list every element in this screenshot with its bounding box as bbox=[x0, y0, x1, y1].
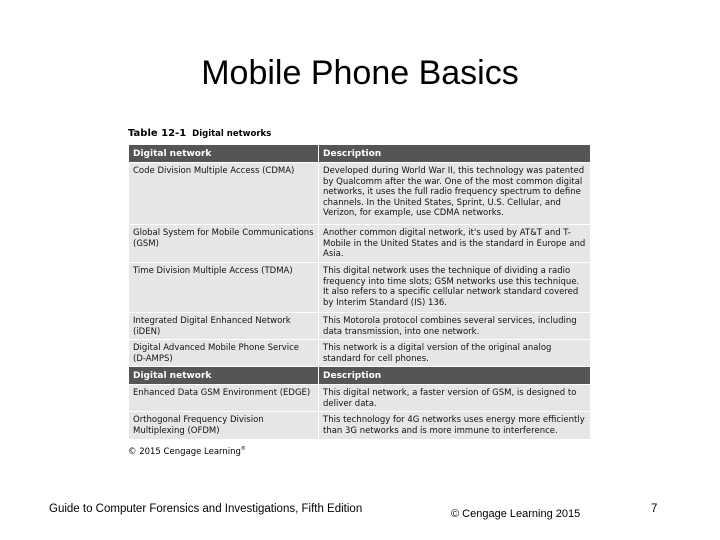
slide-number: 7 bbox=[651, 503, 658, 515]
network-cell: Time Division Multiple Access (TDMA) bbox=[129, 263, 319, 313]
table-copyright bbox=[128, 446, 590, 457]
table-row bbox=[129, 225, 591, 263]
column-header-network: Digital network bbox=[129, 145, 319, 163]
column-header-description: Description bbox=[319, 367, 591, 385]
network-cell: Orthogonal Frequency Division Multiplexing (OFDM) bbox=[129, 412, 319, 440]
table-header-row bbox=[129, 145, 591, 163]
digital-networks-table-figure bbox=[128, 128, 590, 457]
network-cell: Integrated Digital Enhanced Network (iDEN) bbox=[129, 313, 319, 340]
table-row bbox=[129, 340, 591, 367]
table-row bbox=[129, 313, 591, 340]
table-row bbox=[129, 412, 591, 440]
description-cell: This technology for 4G networks uses energy more efficiently than 3G networks and is more immune to interference. bbox=[319, 412, 591, 440]
table-row bbox=[129, 385, 591, 412]
description-cell: This digital network uses the technique of dividing a radio frequency into time slots; GSM networks use this technique. It also refers to a specific cellular network standard covered by Interim Standard (IS) 136. bbox=[319, 263, 591, 313]
table-row bbox=[129, 263, 591, 313]
slide-title: Mobile Phone Basics bbox=[201, 54, 519, 92]
network-cell: Code Division Multiple Access (CDMA) bbox=[129, 163, 319, 225]
table-header-row-repeat bbox=[129, 367, 591, 385]
footer-copyright: © Cengage Learning 2015 bbox=[451, 508, 581, 520]
network-cell: Digital Advanced Mobile Phone Service (D-AMPS) bbox=[129, 340, 319, 367]
description-cell: Another common digital network, it's used by AT&T and T-Mobile in the United States and is the standard in Europe and Asia. bbox=[319, 225, 591, 263]
column-header-network: Digital network bbox=[129, 367, 319, 385]
description-cell: This Motorola protocol combines several services, including data transmission, into one network. bbox=[319, 313, 591, 340]
table-caption-text: Digital networks bbox=[192, 129, 272, 139]
footer-book-title: Guide to Computer Forensics and Investigations, Fifth Edition bbox=[49, 503, 363, 515]
description-cell: This network is a digital version of the original analog standard for cell phones. bbox=[319, 340, 591, 367]
description-cell: This digital network, a faster version of GSM, is designed to deliver data. bbox=[319, 385, 591, 412]
registered-mark: ® bbox=[240, 446, 246, 452]
table-row bbox=[129, 163, 591, 225]
table-number: Table 12-1 bbox=[128, 128, 187, 139]
table-caption bbox=[128, 128, 590, 144]
network-cell: Global System for Mobile Communications (GSM) bbox=[129, 225, 319, 263]
table-copyright-text: © 2015 Cengage Learning bbox=[128, 446, 241, 457]
network-cell: Enhanced Data GSM Environment (EDGE) bbox=[129, 385, 319, 412]
column-header-description: Description bbox=[319, 145, 591, 163]
digital-networks-table bbox=[128, 144, 591, 440]
description-cell: Developed during World War II, this technology was patented by Qualcomm after the war. One of the most common digital networks, it uses the full radio frequency spectrum to define channels. In the United States, Sprint, U.S. Cellular, and Verizon, for example, use CDMA networks. bbox=[319, 163, 591, 225]
